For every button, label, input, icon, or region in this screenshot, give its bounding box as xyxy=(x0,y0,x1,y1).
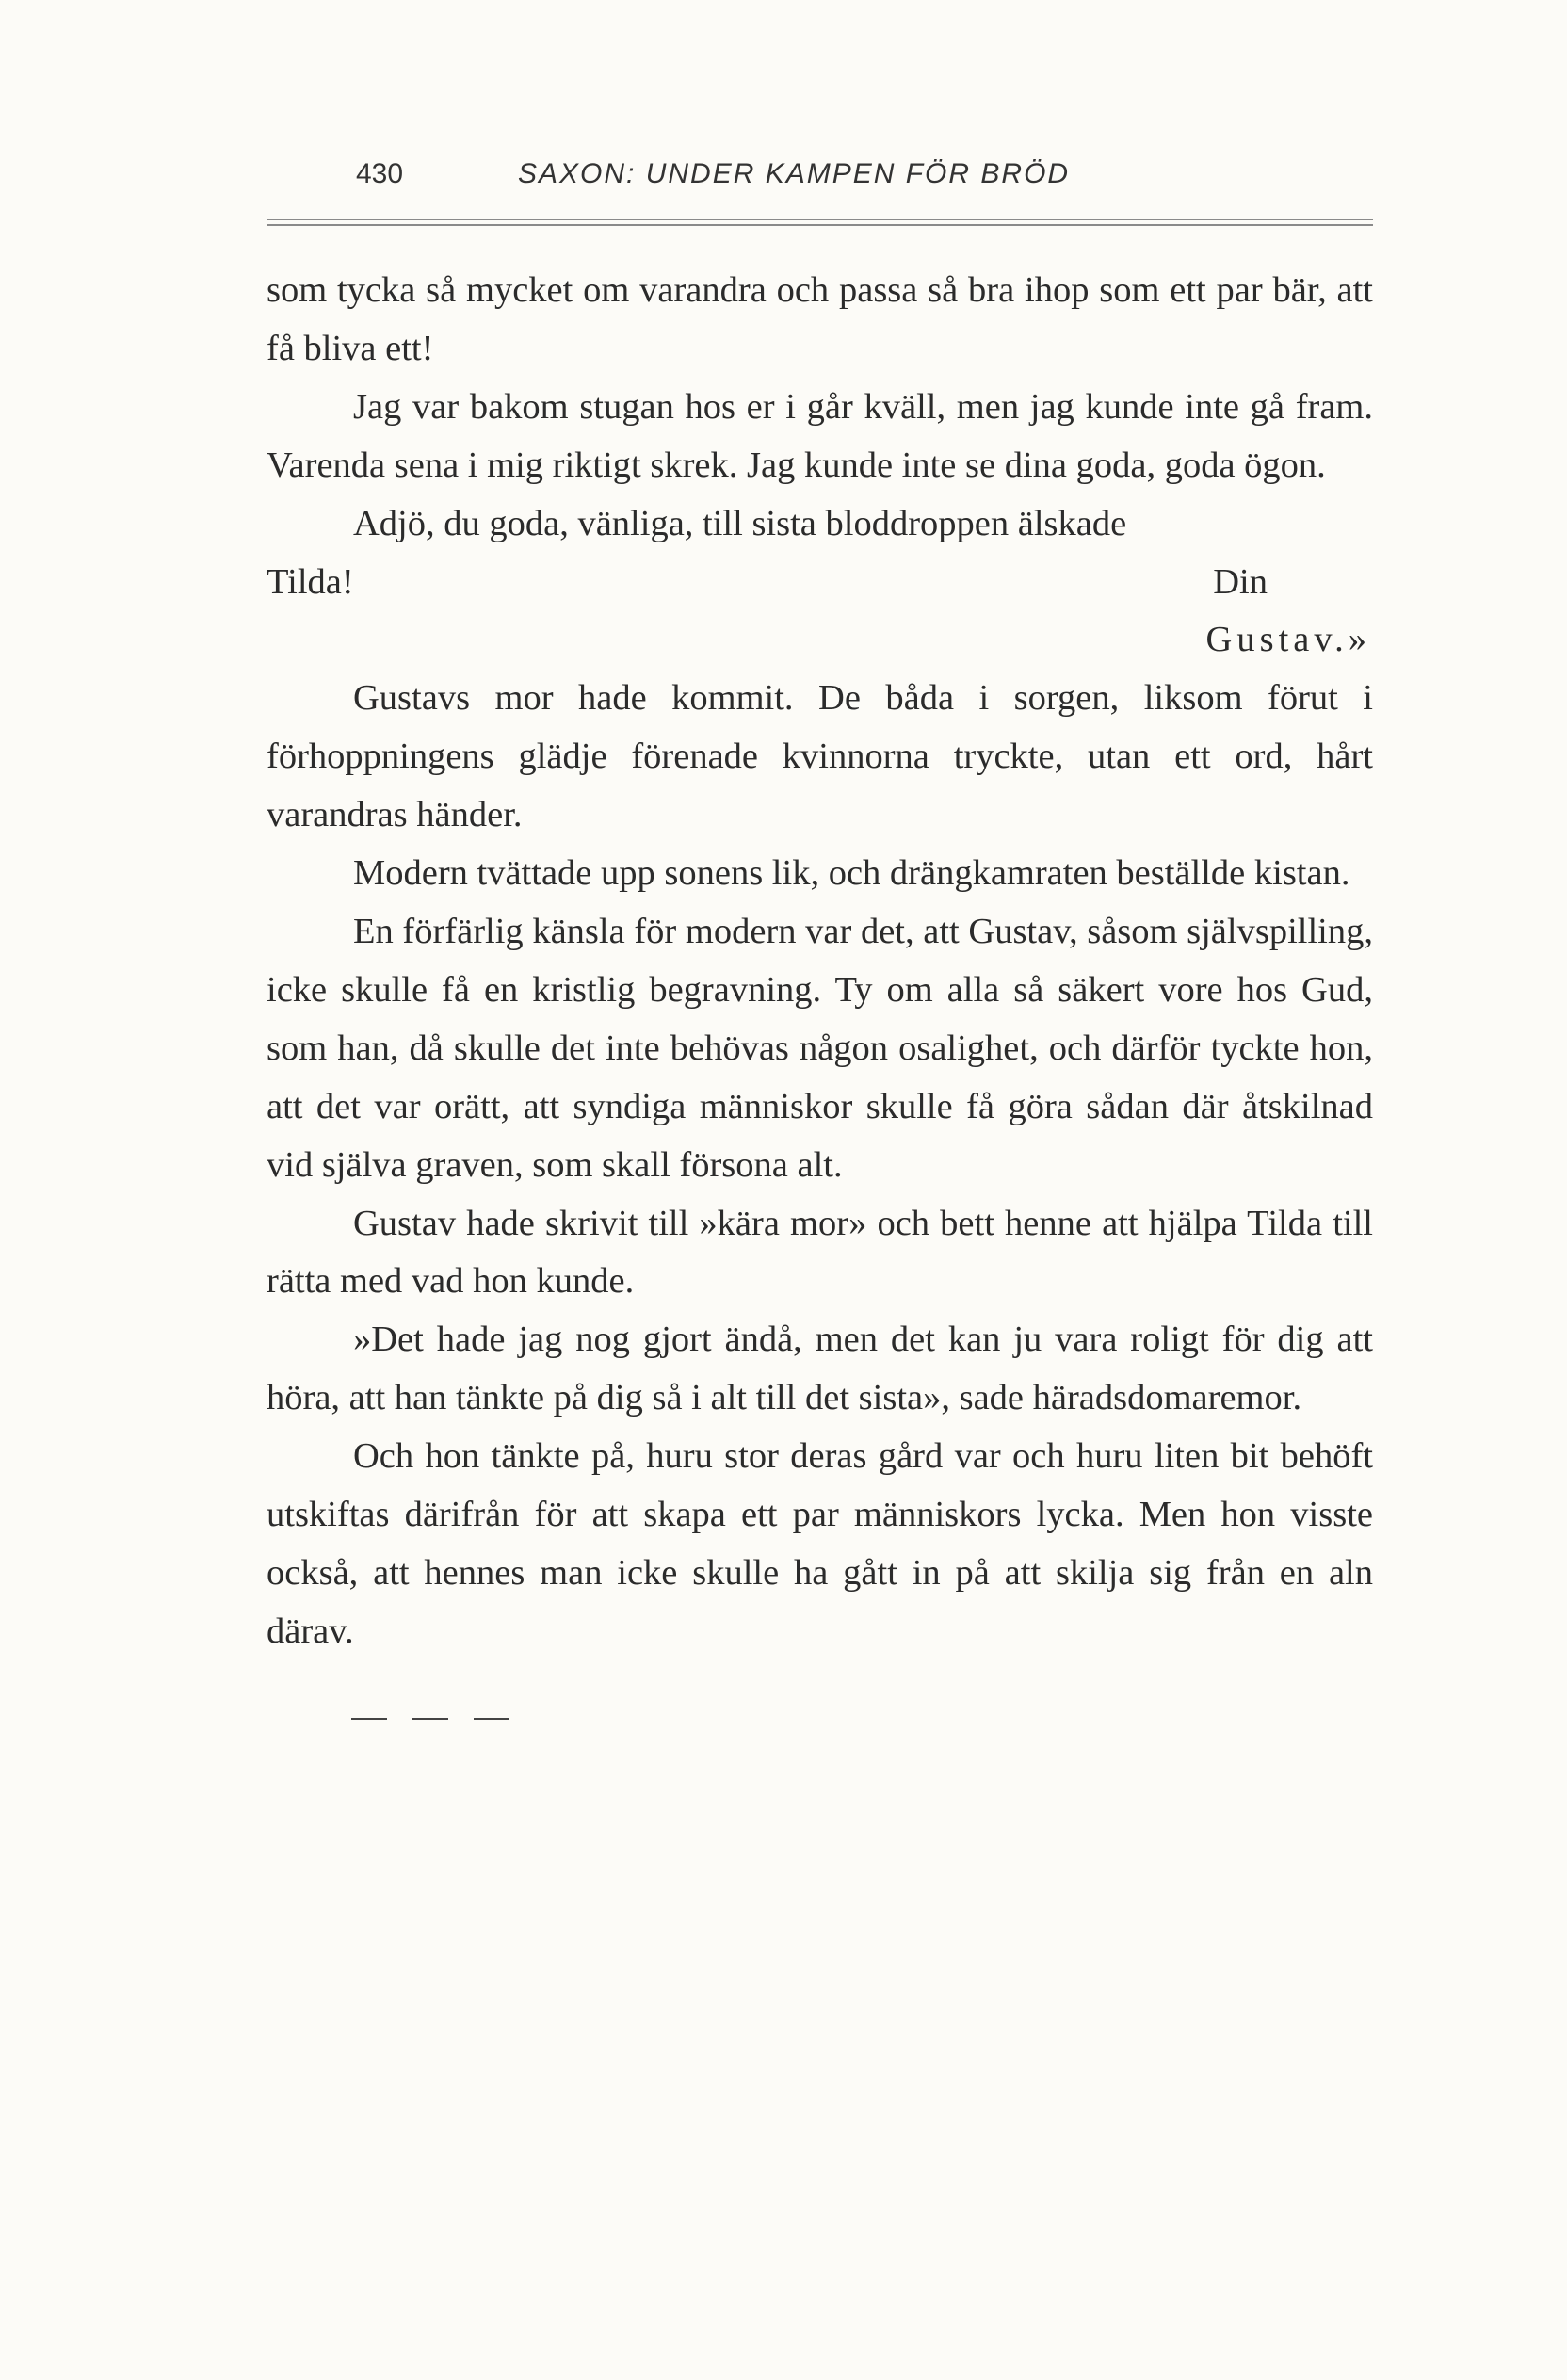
paragraph: Gustavs mor hade kommit. De båda i sorgen, liksom förut i förhoppningens glädje förenade kvinnorna tryckte, utan ett ord, hårt varandras händer. xyxy=(267,678,1373,835)
paragraph: Jag var bakom stugan hos er i går kväll, men jag kunde inte gå fram. Varenda sena i mig riktigt skrek. Jag kunde inte se dina goda, goda ögon. xyxy=(267,386,1373,485)
body-text xyxy=(267,262,1373,1661)
paragraph: Och hon tänkte på, huru stor deras gård var och huru liten bit behöft utskiftas därifrån för att skapa ett par människors lycka. Men hon visste också, att hennes man icke skulle ha gått in på att skilja sig från en aln därav. xyxy=(267,1436,1373,1651)
paragraph: Gustav hade skrivit till »kära mor» och bett henne att hjälpa Tilda till rätta med vad hon kunde. xyxy=(267,1203,1373,1302)
header-rule-top xyxy=(267,219,1373,220)
closing-line xyxy=(267,554,1373,612)
closing-word: Din xyxy=(1213,561,1268,602)
signature: Gustav.» xyxy=(1205,620,1371,660)
page-number: 430 xyxy=(356,158,404,189)
dash xyxy=(412,1718,448,1720)
paragraph-continued: som tycka så mycket om varandra och passa så bra ihop som ett par bär, att få bliva ett! xyxy=(267,270,1373,368)
dash xyxy=(351,1718,387,1720)
header-rule-bottom xyxy=(267,224,1373,226)
paragraph: »Det hade jag nog gjort ändå, men det kan ju vara roligt för dig att höra, att han tänkte på dig så i alt till det sista», sade häradsdomaremor. xyxy=(267,1320,1373,1418)
dash xyxy=(474,1718,509,1720)
paragraph: Adjö, du goda, vänliga, till sista bloddroppen älskade xyxy=(353,503,1127,543)
addressee: Tilda! xyxy=(267,561,354,602)
paragraph: Modern tvättade upp sonens lik, och drängkamraten beställde kistan. xyxy=(353,853,1350,894)
running-head: SAXON: UNDER KAMPEN FÖR BRÖD xyxy=(518,158,1071,189)
page-header xyxy=(0,158,1567,205)
section-end-dashes xyxy=(351,1718,521,1722)
paragraph: En förfärlig känsla för modern var det, att Gustav, såsom självspilling, icke skulle få en kristlig begravning. Ty om alla så säkert vore hos Gud, som han, då skulle det inte behövas någon osalighet, och därför tyckte hon, att det var orätt, att syndiga människor skulle få göra sådan där åtskilnad vid själva graven, som skall försona alt. xyxy=(267,911,1373,1185)
